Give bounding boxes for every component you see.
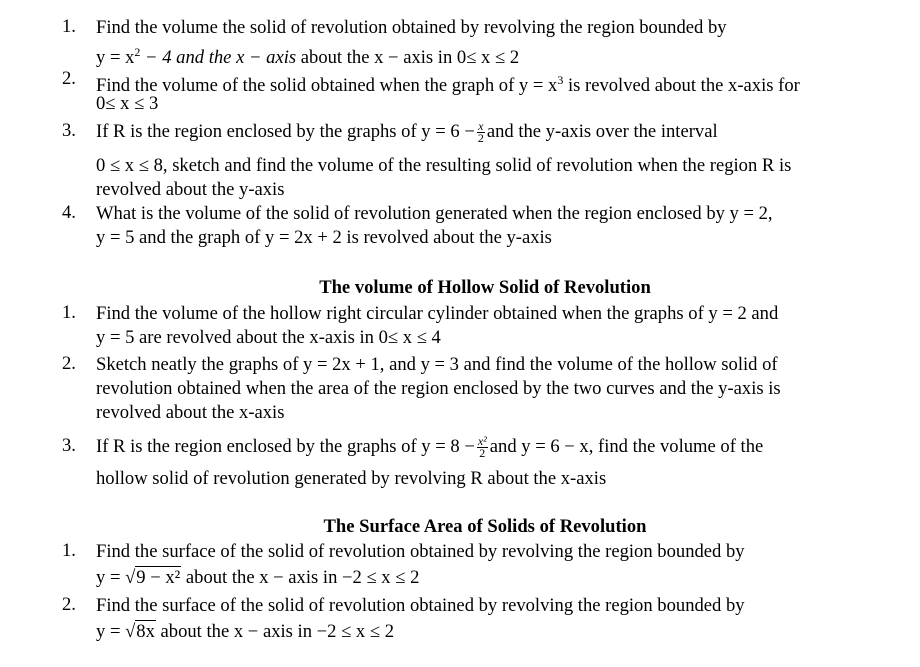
item-number: 2. (62, 353, 76, 374)
item-text: revolution obtained when the area of the region enclosed by the two curves and the y-axis is (96, 378, 781, 399)
item-number: 2. (62, 68, 76, 89)
item-number: 3. (62, 435, 76, 456)
section-heading: The Surface Area of Solids of Revolution (323, 516, 647, 537)
item-number: 4. (62, 202, 76, 223)
item-text-math: If R is the region enclosed by the graphs of y = 6 − $\frac{x}{2}$ and the y-axis over the interval (96, 119, 718, 146)
item-number: 2. (62, 594, 76, 615)
item-number: 1. (62, 302, 76, 323)
item-text: What is the volume of the solid of revolution generated when the region enclosed by y = 2, (96, 203, 773, 224)
section-heading: The volume of Hollow Solid of Revolution (319, 277, 651, 298)
item-text: revolved about the x-axis (96, 402, 285, 423)
fraction: $\frac{\text{x²}}{2}$ (477, 434, 487, 461)
item-text: 0 ≤ x ≤ 8, sketch and find the volume of the resulting solid of revolution when the region R is (96, 155, 792, 176)
item-text: Find the volume the solid of revolution obtained by revolving the region bounded by (96, 17, 727, 38)
item-text: Find the surface of the solid of revolution obtained by revolving the region bounded by (96, 541, 745, 562)
item-text: Sketch neatly the graphs of y = 2x + 1, and y = 3 and find the volume of the hollow solid of (96, 354, 778, 375)
item-text-math: Find the volume of the solid obtained when the graph of $y = x^3$ is revolved about the x-axis for (96, 73, 800, 97)
item-number: 1. (62, 16, 76, 37)
item-text-math: y = √8x about the x − axis in −2 ≤ x ≤ 2 (96, 621, 395, 642)
item-text-math: If R is the region enclosed by the graphs of y = 8 − $\frac{\text{x²}}{2}$ and y = 6 − x, find the volume of the (96, 434, 764, 461)
item-text: revolved about the y-axis (96, 179, 285, 200)
item-text: y = 5 are revolved about the x-axis in 0≤ x ≤ 4 (96, 327, 441, 348)
item-text: 0≤ x ≤ 3 (96, 93, 159, 114)
fraction: $\frac{x}{2}$ (477, 119, 484, 146)
item-text: Find the surface of the solid of revolution obtained by revolving the region bounded by (96, 595, 745, 616)
item-text: hollow solid of revolution generated by revolving R about the x-axis (96, 468, 607, 489)
item-text: Find the volume of the hollow right circular cylinder obtained when the graphs of y = 2 and (96, 303, 779, 324)
item-text-math: y = √9 − x² about the x − axis in −2 ≤ x ≤ 2 (96, 567, 420, 588)
item-number: 1. (62, 540, 76, 561)
item-text: y = 5 and the graph of y = 2x + 2 is revolved about the y-axis (96, 227, 552, 248)
item-text-math: $y = x^2 - 4$ and the x − axis about the x − axis in 0≤ x ≤ 2 (96, 45, 520, 69)
item-number: 3. (62, 120, 76, 141)
